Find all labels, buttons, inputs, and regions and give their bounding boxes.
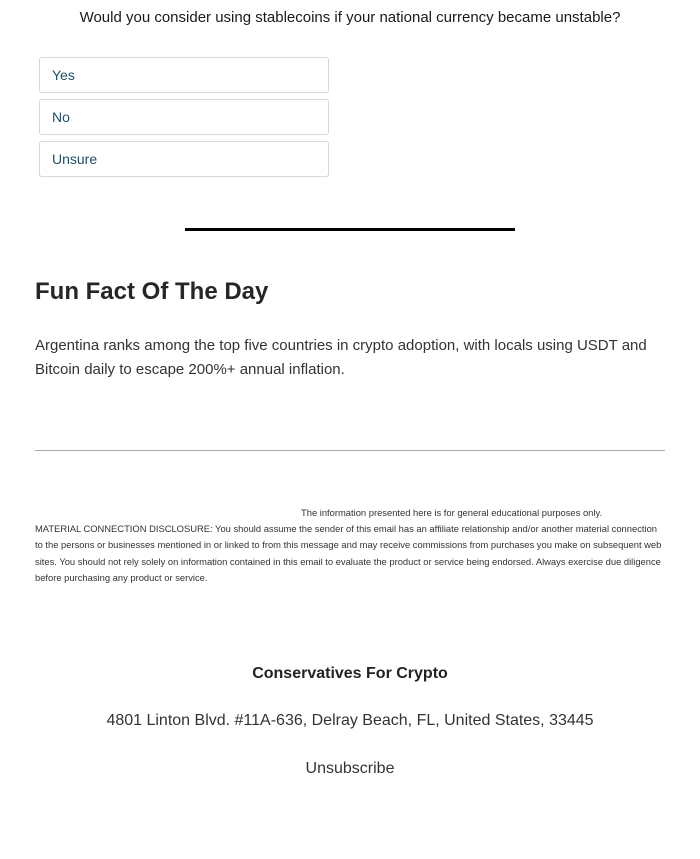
fun-fact-text: Argentina ranks among the top five countries in crypto adoption, with locals using USDT and Bitcoin daily to escape 200%+ annual inflation.: [35, 337, 647, 378]
organization-name: Conservatives For Crypto: [252, 665, 448, 682]
poll-question: Would you consider using stablecoins if your national currency became unstable?: [79, 9, 621, 26]
material-connection-disclosure: MATERIAL CONNECTION DISCLOSURE: You should assume the sender of this email has an affiliate relationship and/or another material connection to the persons or businesses mentioned in or linked to from this message and may receive commissions from purchases you make on subsequent web sites. You should not rely solely on information contained in this email to evaluate the product or service being endorsed. Always exercise due diligence before purchasing any product or service.: [35, 523, 662, 583]
poll-option-no[interactable]: No: [39, 99, 329, 135]
fun-fact-heading: Fun Fact Of The Day: [35, 278, 269, 305]
poll-option-unsure[interactable]: Unsure: [39, 141, 329, 177]
educational-disclaimer: The information presented here is for general educational purposes only.: [301, 507, 603, 518]
section-divider: [185, 228, 515, 231]
disclaimer-block: [35, 505, 667, 586]
poll-option-yes[interactable]: Yes: [39, 57, 329, 93]
mailing-address: 4801 Linton Blvd. #11A-636, Delray Beach, FL, United States, 33445: [106, 712, 594, 729]
footer-divider: [35, 450, 665, 451]
unsubscribe-link[interactable]: Unsubscribe: [305, 760, 395, 777]
